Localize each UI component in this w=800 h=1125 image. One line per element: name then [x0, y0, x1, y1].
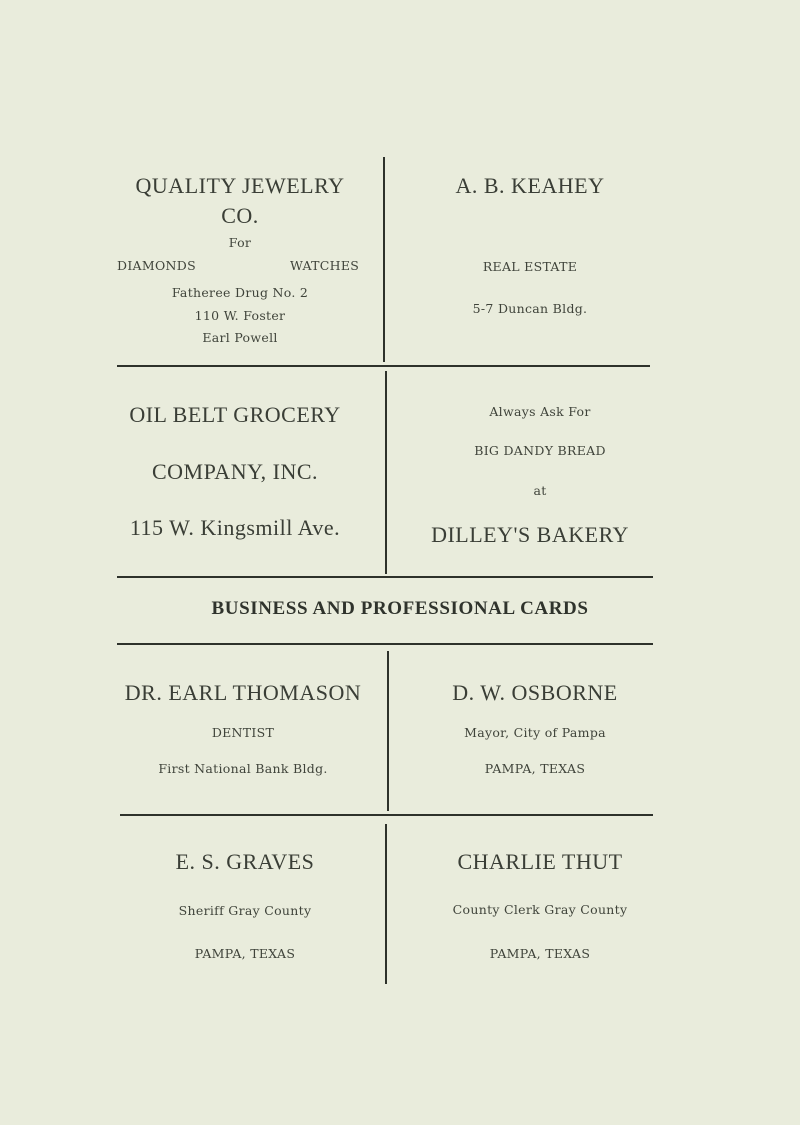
- dilley-line2: BIG DANDY BREAD: [474, 443, 606, 458]
- quality-jewelry-line2: 110 W. Foster: [194, 308, 286, 323]
- graves-address: PAMPA, TEXAS: [194, 946, 296, 961]
- osborne-address: PAMPA, TEXAS: [484, 761, 586, 776]
- quality-jewelry-diamonds: DIAMONDS: [117, 258, 196, 273]
- quality-jewelry-name-line1: QUALITY JEWELRY: [135, 173, 345, 198]
- divider-horizontal-4: [120, 814, 653, 816]
- osborne-title: Mayor, City of Pampa: [464, 725, 606, 740]
- oil-belt-name-line2: COMPANY, INC.: [151, 459, 319, 484]
- oil-belt-address: 115 W. Kingsmill Ave.: [129, 515, 341, 540]
- dilley-line1: Always Ask For: [489, 404, 591, 419]
- graves-title: Sheriff Gray County: [178, 903, 312, 918]
- keahey-name: A. B. KEAHEY: [455, 173, 605, 198]
- divider-vertical-3: [387, 651, 389, 811]
- divider-vertical-4: [385, 824, 387, 984]
- osborne-name: D. W. OSBORNE: [452, 680, 618, 705]
- divider-horizontal-3: [117, 643, 653, 645]
- quality-jewelry-line3: Earl Powell: [202, 330, 278, 345]
- quality-jewelry-name-line2: CO.: [221, 203, 259, 228]
- thut-address: PAMPA, TEXAS: [489, 946, 591, 961]
- section-heading: BUSINESS AND PROFESSIONAL CARDS: [211, 598, 589, 619]
- divider-horizontal-1: [117, 365, 650, 367]
- divider-horizontal-2: [117, 576, 653, 578]
- graves-name: E. S. GRAVES: [175, 849, 315, 874]
- oil-belt-name-line1: OIL BELT GROCERY: [129, 402, 341, 427]
- keahey-address: 5-7 Duncan Bldg.: [472, 301, 588, 316]
- thomason-title: DENTIST: [211, 725, 275, 740]
- keahey-business: REAL ESTATE: [482, 259, 578, 274]
- dilley-name: DILLEY'S BAKERY: [431, 522, 629, 547]
- thomason-name: DR. EARL THOMASON: [124, 680, 362, 705]
- quality-jewelry-watches: WATCHES: [290, 258, 360, 273]
- thut-title: County Clerk Gray County: [452, 902, 628, 917]
- quality-jewelry-line1: Fatheree Drug No. 2: [171, 285, 309, 300]
- dilley-line3: at: [533, 483, 547, 498]
- divider-vertical-top: [383, 157, 385, 362]
- quality-jewelry-for: For: [228, 235, 252, 250]
- thomason-address: First National Bank Bldg.: [158, 761, 328, 776]
- thut-name: CHARLIE THUT: [457, 849, 623, 874]
